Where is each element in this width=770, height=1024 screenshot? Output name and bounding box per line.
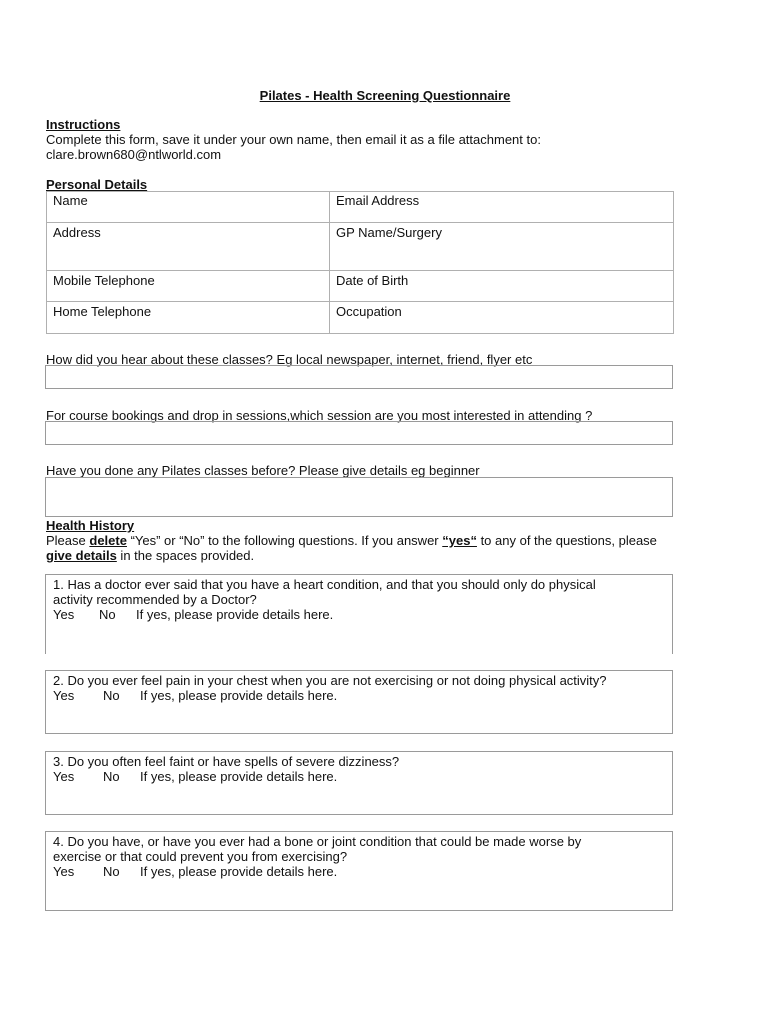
health-question-4[interactable] [45, 831, 673, 911]
details-prompt: If yes, please provide details here. [140, 864, 338, 879]
email-label: Email Address [336, 193, 420, 208]
mobile-label: Mobile Telephone [53, 273, 155, 288]
question-text-cont: activity recommended by a Doctor? [53, 592, 257, 607]
health-question-1[interactable] [45, 574, 673, 654]
home-phone-label: Home Telephone [53, 304, 152, 319]
yes-no-row [53, 688, 665, 703]
question-text: 4. Do you have, or have you ever had a bone or joint condition that could be made worse by [53, 834, 582, 849]
instructions-heading: Instructions [46, 117, 121, 132]
health-question-3[interactable] [45, 751, 673, 815]
table-row [47, 192, 674, 223]
personal-details-heading: Personal Details [46, 177, 148, 192]
question-text: 2. Do you ever feel pain in your chest when you are not exercising or not doing physical activity? [53, 673, 607, 688]
no-option[interactable]: No [103, 688, 120, 703]
health-intro-line2: give details in the spaces provided. [46, 548, 255, 563]
table-row [47, 271, 674, 302]
yes-no-row [53, 607, 665, 622]
no-option[interactable]: No [103, 864, 120, 879]
occupation-label: Occupation [336, 304, 402, 319]
pilates-answer-field[interactable] [45, 477, 673, 517]
personal-details-table [46, 191, 674, 334]
pilates-question: Have you done any Pilates classes before? Please give details eg beginner [46, 463, 480, 478]
contact-email: clare.brown680@ntlworld.com [46, 147, 222, 162]
details-prompt: If yes, please provide details here. [140, 688, 338, 703]
health-question-2[interactable] [45, 670, 673, 734]
table-row [47, 223, 674, 271]
give-details-emphasis: give details [46, 548, 117, 563]
yes-no-row [53, 864, 665, 879]
session-question: For course bookings and drop in sessions,which session are you most interested in attending ? [46, 408, 593, 423]
details-prompt: If yes, please provide details here. [136, 607, 334, 622]
table-row [47, 302, 674, 334]
yes-option[interactable]: Yes [53, 769, 75, 784]
home-phone-field[interactable] [47, 302, 330, 334]
yes-no-row [53, 769, 665, 784]
question-text-cont: exercise or that could prevent you from exercising? [53, 849, 348, 864]
details-prompt: If yes, please provide details here. [140, 769, 338, 784]
name-label: Name [53, 193, 88, 208]
dob-label: Date of Birth [336, 273, 409, 288]
dob-field[interactable] [330, 271, 674, 302]
delete-emphasis: delete [89, 533, 127, 548]
no-option[interactable]: No [99, 607, 116, 622]
question-text: 3. Do you often feel faint or have spells of severe dizziness? [53, 754, 400, 769]
health-history-heading: Health History [46, 518, 135, 533]
occupation-field[interactable] [330, 302, 674, 334]
email-field[interactable] [330, 192, 674, 223]
mobile-field[interactable] [47, 271, 330, 302]
yes-option[interactable]: Yes [53, 607, 75, 622]
instructions-text: Complete this form, save it under your own name, then email it as a file attachment to: [46, 132, 541, 147]
gp-field[interactable] [330, 223, 674, 271]
hear-answer-field[interactable] [45, 365, 673, 389]
page-title: Pilates - Health Screening Questionnaire [259, 88, 511, 103]
question-text: 1. Has a doctor ever said that you have a heart condition, and that you should only do physical [53, 577, 596, 592]
yes-option[interactable]: Yes [53, 864, 75, 879]
hear-question: How did you hear about these classes? Eg local newspaper, internet, friend, flyer etc [46, 352, 533, 367]
session-answer-field[interactable] [45, 421, 673, 445]
gp-label: GP Name/Surgery [336, 225, 442, 240]
yes-emphasis: “yes“ [442, 533, 477, 548]
name-field[interactable] [47, 192, 330, 223]
address-field[interactable] [47, 223, 330, 271]
address-label: Address [53, 225, 101, 240]
health-intro: Please delete “Yes” or “No” to the following questions. If you answer “yes“ to any of the questions, please [46, 533, 657, 548]
no-option[interactable]: No [103, 769, 120, 784]
yes-option[interactable]: Yes [53, 688, 75, 703]
